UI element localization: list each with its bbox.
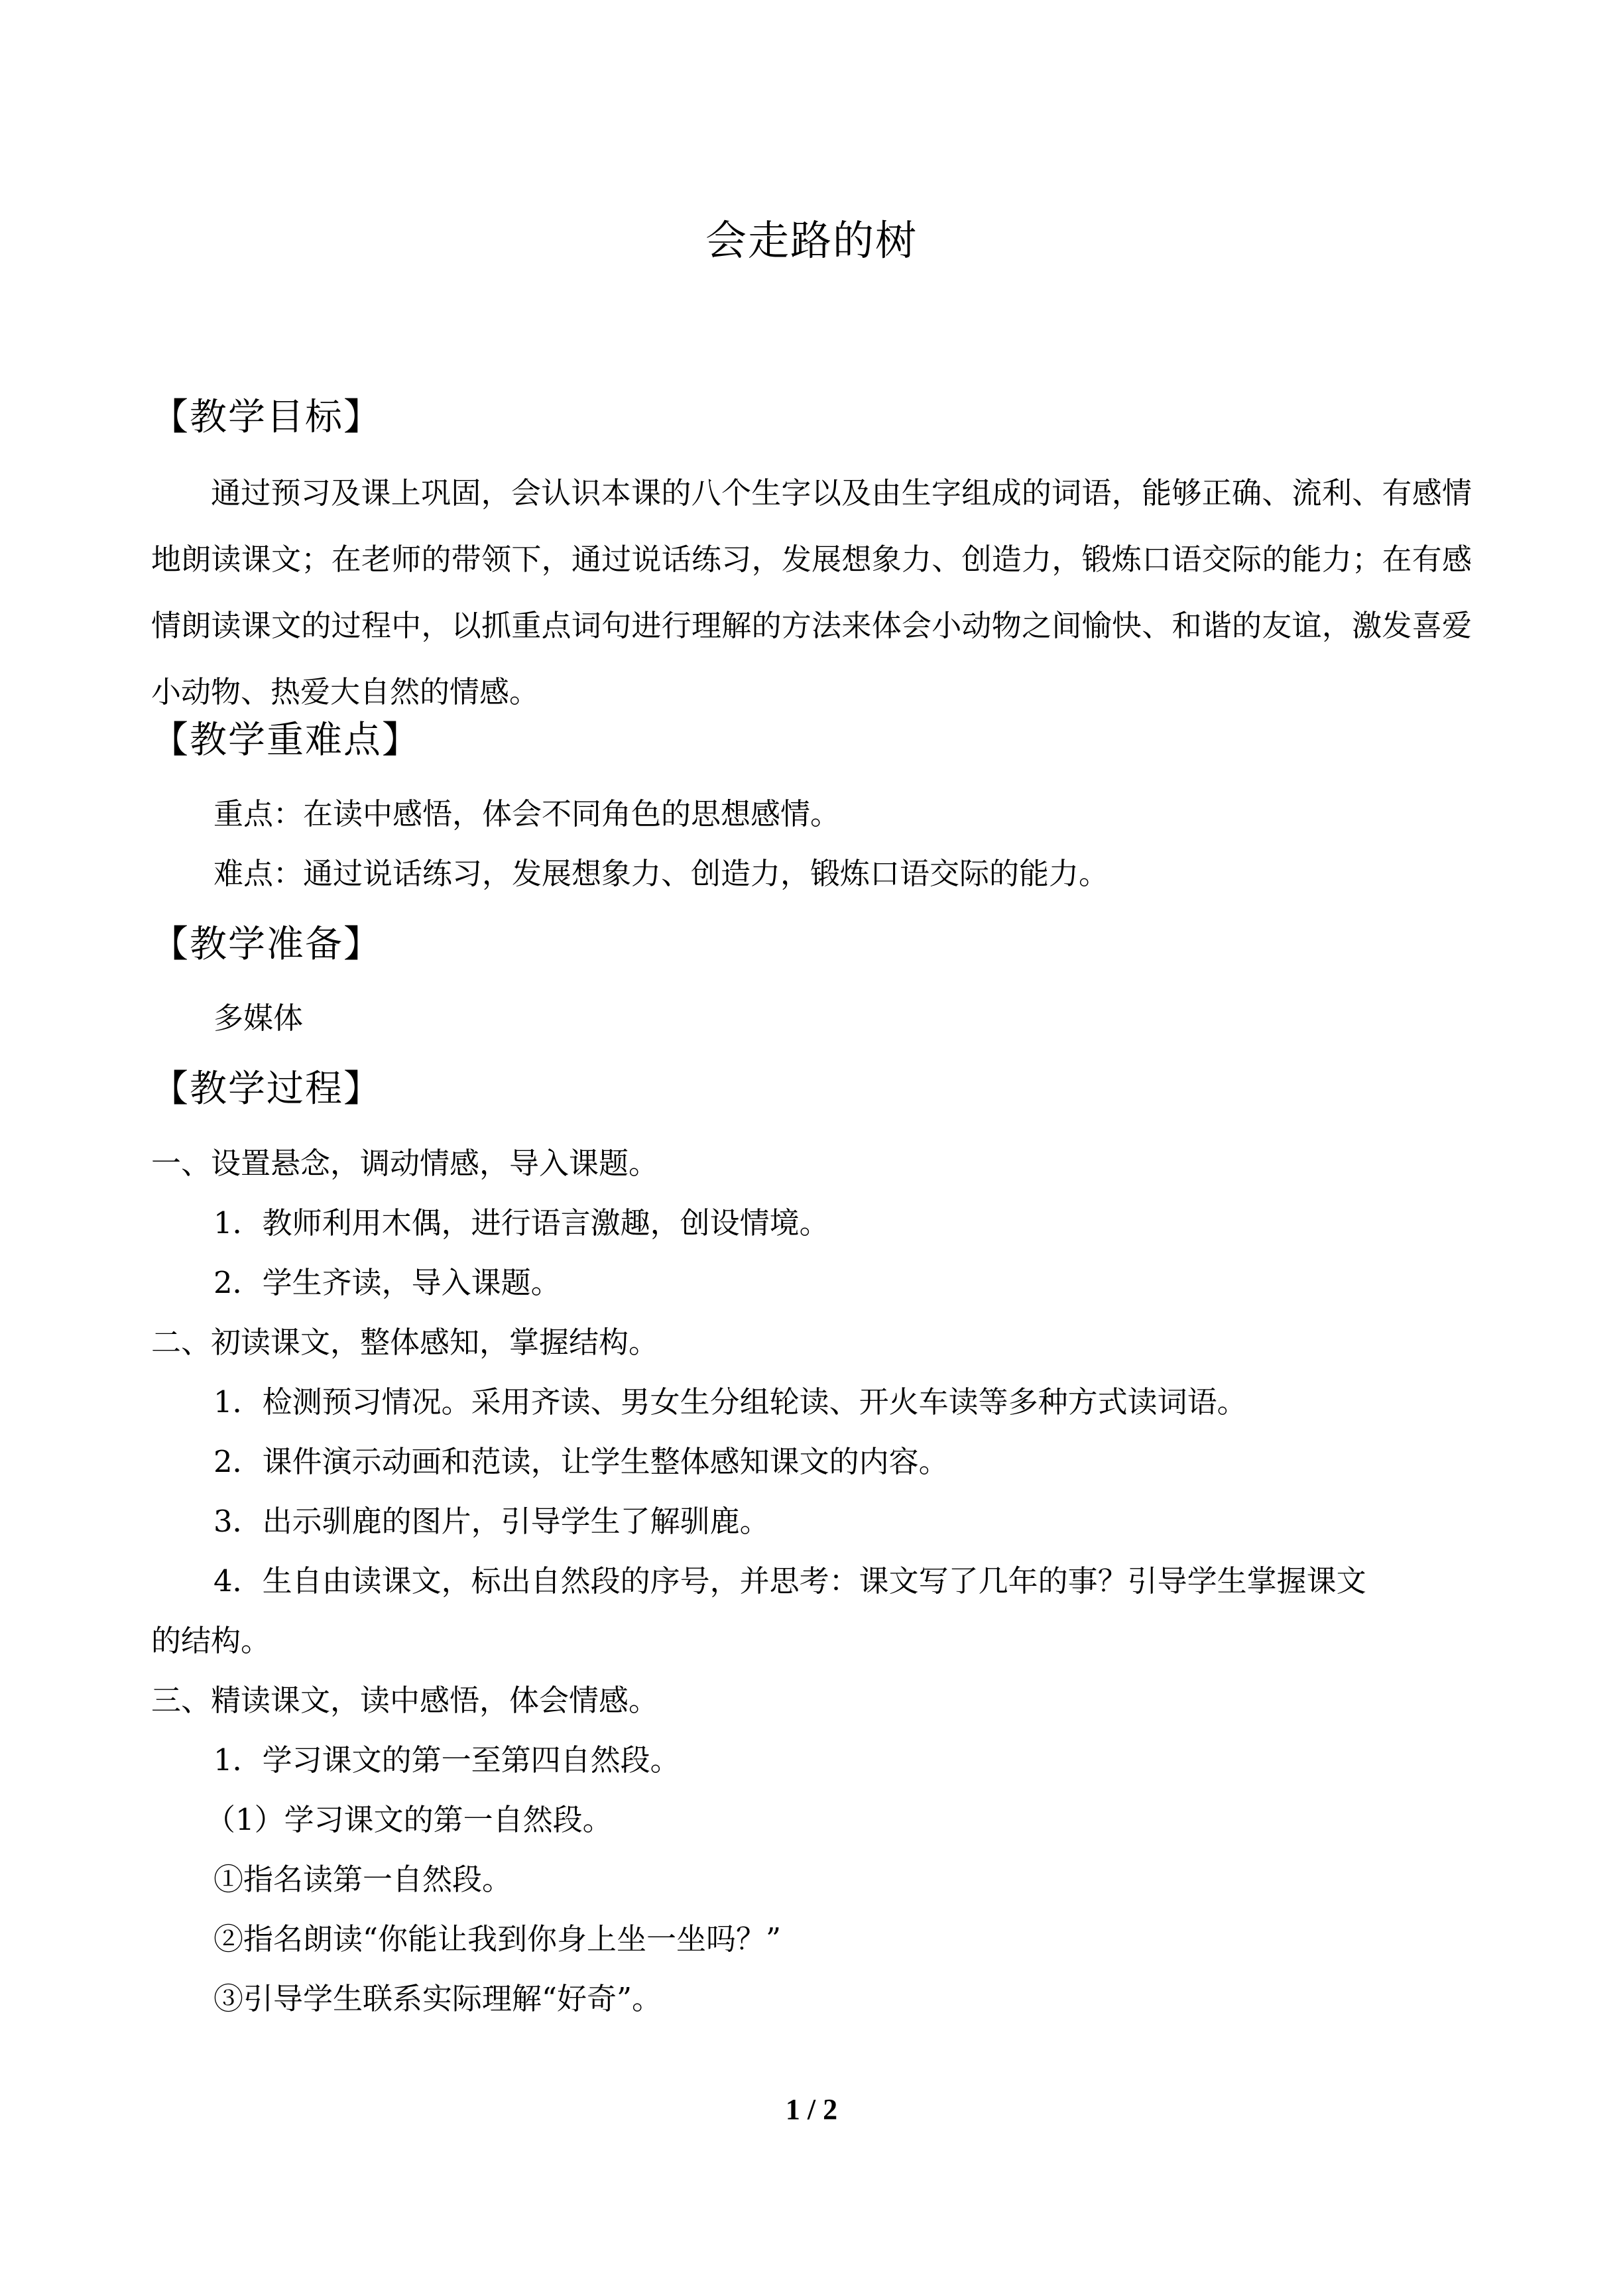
process-line: ①指名读第一自然段。 [213, 1862, 512, 1897]
heading-process: 【教学过程】 [151, 1067, 382, 1111]
heading-key-points: 【教学重难点】 [151, 719, 420, 762]
process-line: 1．学习课文的第一至第四自然段。 [213, 1742, 680, 1778]
page-number: 1 / 2 [785, 2093, 838, 2126]
preparation-line: 多媒体 [213, 1000, 304, 1036]
process-line: 2．学生齐读，导入课题。 [213, 1265, 561, 1300]
process-line: 2．课件演示动画和范读，让学生整体感知课文的内容。 [213, 1444, 949, 1479]
process-line: 1．检测预习情况。采用齐读、男女生分组轮读、开火车读等多种方式读词语。 [213, 1384, 1247, 1420]
process-line: 3．出示驯鹿的图片，引导学生了解驯鹿。 [213, 1504, 770, 1539]
process-line: ③引导学生联系实际理解“好奇”。 [213, 1981, 662, 2016]
heading-objectives: 【教学目标】 [151, 396, 382, 439]
heading-preparation: 【教学准备】 [151, 923, 382, 966]
process-line: （1）学习课文的第一自然段。 [206, 1802, 613, 1837]
process-line: 一、设置悬念，调动情感，导入课题。 [151, 1146, 659, 1181]
process-line: 4．生自由读课文，标出自然段的序号，并思考：课文写了几年的事？引导学生掌握课文 [213, 1563, 1366, 1599]
process-line: ②指名朗读“你能让我到你身上坐一坐吗？” [213, 1921, 782, 1957]
process-line: 1．教师利用木偶，进行语言激趣，创设情境。 [213, 1205, 829, 1240]
key-point-line: 重点：在读中感悟，体会不同角色的思想感情。 [213, 796, 841, 831]
objectives-paragraph: 通过预习及课上巩固，会认识本课的八个生字以及由生字组成的词语，能够正确、流利、有感情地朗读课文；在老师的带领下，通过说话练习，发展想象力、创造力，锻炼口语交际的能力；在有感情朗读课文的过程中，以抓重点词句进行理解的方法来体会小动物之间愉快、和谐的友谊，激发喜爱小动物、热爱大自然的情感。 [151, 475, 1472, 709]
process-line: 三、精读课文，读中感悟，体会情感。 [151, 1683, 659, 1718]
process-line: 二、初读课文，整体感知，掌握结构。 [151, 1325, 659, 1360]
document-title: 会走路的树 [705, 216, 918, 265]
process-line: 的结构。 [151, 1623, 271, 1658]
difficulty-line: 难点：通过说话练习，发展想象力、创造力，锻炼口语交际的能力。 [213, 856, 1109, 891]
